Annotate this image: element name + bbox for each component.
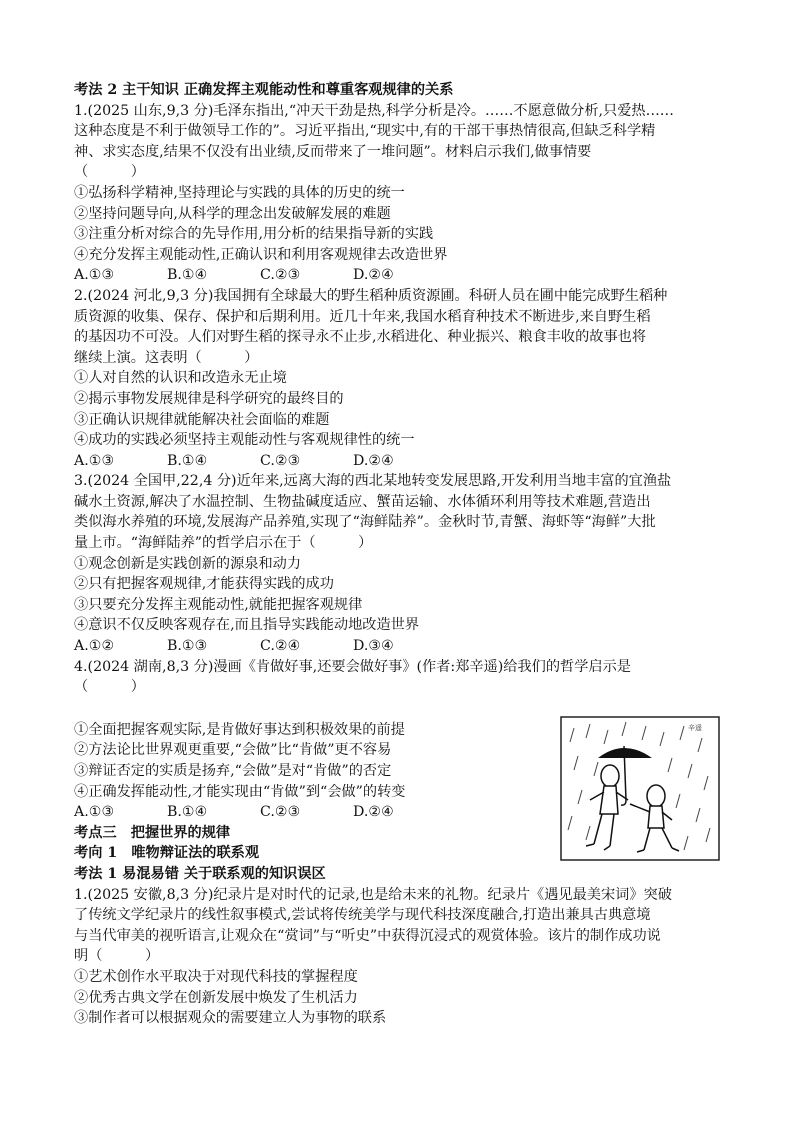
question-3 (74, 471, 728, 656)
question-3-1 (74, 885, 728, 1029)
question-stem-line: 继续上演。这表明（ ） (74, 349, 259, 366)
choice-c: C.②③ (260, 267, 301, 284)
question-stem-line: 1.(2025 安徽,8,3 分)纪录片是对时代的记录,也是给未来的礼物。纪录片《遇见最美宋词》突破 (74, 886, 672, 903)
choice-a: A.①③ (74, 804, 115, 821)
option-item: ②只有把握客观规律,才能获得实践的成功 (74, 576, 334, 593)
option-item: ②方法论比世界观更重要,“会做”比“肯做”更不容易 (74, 742, 392, 759)
option-item: ③辩证否定的实质是扬弃,“会做”是对“肯做”的否定 (74, 763, 392, 779)
choice-d: D.②④ (353, 267, 394, 284)
option-item: ③正确认识规律就能解决社会面临的难题 (74, 411, 330, 428)
question-stem-line: 质资源的收集、保存、保护和后期利用。近几十年来,我国水稻育种技术不断进步,来自野生稻 (74, 308, 651, 325)
answer-choices (74, 265, 728, 286)
choice-a: A.①③ (74, 452, 115, 469)
option-item: ①人对自然的认识和改造永无止境 (74, 370, 287, 387)
choice-b: B.①③ (167, 638, 208, 655)
question-1 (74, 101, 728, 286)
question-stem-line: 神、求实态度,结果不仅没有出业绩,反而带来了一堆问题”。材料启示我们,做事情要 (74, 143, 592, 160)
option-item: ②揭示事物发展规律是科学研究的最终目的 (74, 390, 344, 407)
option-item: ③只要充分发挥主观能动性,就能把握客观规律 (74, 596, 363, 613)
answer-choices (74, 636, 728, 657)
choice-c: C.②③ (260, 804, 301, 821)
question-stem-line: 明（ ） (74, 948, 160, 965)
option-item: ④正确发挥能动性,才能实现由“肯做”到“会做”的转变 (74, 783, 406, 800)
answer-blank: （ ） (74, 164, 145, 181)
option-item: ①弘扬科学精神,坚持理论与实践的具体的历史的统一 (74, 184, 405, 201)
exam-page (74, 80, 728, 1029)
question-stem-line: 2.(2024 河北,9,3 分)我国拥有全球最大的野生稻种质资源圃。科研人员在圃中能完成野生稻种 (74, 287, 668, 304)
cartoon-drawing (560, 716, 720, 861)
option-item: ①艺术创作水平取决于对现代科技的掌握程度 (74, 968, 358, 985)
choice-b: B.①④ (167, 452, 208, 469)
answer-choices (74, 451, 728, 472)
question-stem-line: 了传统文学纪录片的线性叙事模式,尝试将传统美学与现代科技深度融合,打造出兼具古典意境 (74, 907, 651, 924)
question-stem-line: 碱水土资源,解决了水温控制、生物盐碱度适应、蟹苗运输、水体循环利用等技术难题,营造出 (74, 493, 651, 510)
option-item: ④充分发挥主观能动性,正确认识和利用客观规律去改造世界 (74, 246, 448, 263)
question-2 (74, 286, 728, 471)
option-item: ①观念创新是实践创新的源泉和动力 (74, 555, 302, 572)
option-item: ④意识不仅反映客观存在,而且指导实践能动地改造世界 (74, 617, 420, 634)
option-item: ①全面把握客观实际,是肯做好事达到积极效果的前提 (74, 721, 405, 738)
option-item: ③制作者可以根据观众的需要建立人为事物的联系 (74, 1010, 387, 1027)
answer-blank: （ ） (74, 679, 145, 696)
question-stem-line: 这种态度是不利于做领导工作的”。习近平指出,“现实中,有的干部干事热情很高,但缺乏科学精 (74, 123, 656, 140)
question-stem-line: 类似海水养殖的环境,发展海产品养殖,实现了“海鲜陆养”。金秋时节,青蟹、海虾等“海鲜”大批 (74, 514, 656, 531)
question-stem-line: 与当代审美的视听语言,让观众在“赏词”与“听史”中获得沉浸式的观赏体验。该片的制作成功说 (74, 927, 661, 944)
section-heading-1: 考法 1 易混易错 关于联系观的知识误区 (74, 865, 326, 882)
choice-d: D.②④ (353, 804, 394, 821)
choice-c: C.②④ (260, 638, 301, 655)
choice-c: C.②③ (260, 452, 301, 469)
cartoon-image (560, 716, 720, 861)
exam-point-heading: 考点三 把握世界的规律 (74, 824, 231, 841)
choice-d: D.②④ (353, 452, 394, 469)
option-item: ③注重分析对综合的先导作用,用分析的结果指导新的实践 (74, 226, 434, 243)
question-stem-line: 1.(2025 山东,9,3 分)毛泽东指出,“冲天干劲是热,科学分析是冷。……不愿意做分析,只爱热…… (74, 102, 674, 119)
exam-direction-heading: 考向 1 唯物辩证法的联系观 (74, 845, 260, 862)
option-item: ②坚持问题导向,从科学的理念出发破解发展的难题 (74, 205, 391, 222)
choice-b: B.①④ (167, 267, 208, 284)
question-stem-line: 量上市。“海鲜陆养”的哲学启示在于（ ） (74, 535, 373, 552)
section-heading-2: 考法 2 主干知识 正确发挥主观能动性和尊重客观规律的关系 (74, 82, 454, 98)
option-item: ④成功的实践必须坚持主观能动性与客观规律性的统一 (74, 432, 415, 449)
choice-d: D.③④ (353, 638, 394, 655)
choice-a: A.①② (74, 638, 115, 655)
choice-a: A.①③ (74, 267, 115, 284)
question-stem-line: 4.(2024 湖南,8,3 分)漫画《肯做好事,还要会做好事》(作者:郑辛遥)给我们的哲学启示是 (74, 658, 631, 675)
question-stem-line: 的基因功不可没。人们对野生稻的探寻永不止步,水稻进化、种业振兴、粮食丰收的故事也将 (74, 329, 647, 346)
cartoon-signature: 辛遥 (688, 724, 702, 732)
option-item: ②优秀古典文学在创新发展中焕发了生机活力 (74, 989, 358, 1006)
question-stem-line: 3.(2024 全国甲,22,4 分)近年来,远离大海的西北某地转变发展思路,开发利用当地丰富的宜渔盐 (74, 473, 672, 490)
choice-b: B.①④ (167, 804, 208, 821)
